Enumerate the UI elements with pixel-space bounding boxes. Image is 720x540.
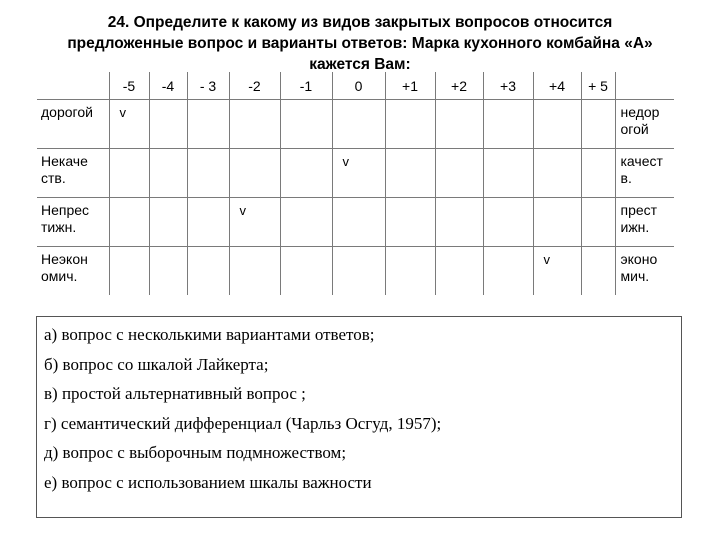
scale-cell	[533, 197, 581, 246]
scale-point-label: -4	[149, 72, 187, 99]
scale-cell	[581, 148, 615, 197]
left-pole-label: Некаче ств.	[37, 148, 109, 197]
right-pole-label: прест ижн.	[615, 197, 674, 246]
scale-point-label: +3	[483, 72, 533, 99]
scale-cell	[385, 148, 435, 197]
scale-cell	[332, 197, 385, 246]
scale-row	[37, 148, 674, 197]
scale-cell	[229, 99, 280, 148]
left-pole-label: Непрес тижн.	[37, 197, 109, 246]
answer-option: г) семантический дифференциал (Чарльз Осгуд, 1957);	[44, 413, 442, 433]
scale-cell	[435, 197, 483, 246]
scale-point-label: 0	[332, 72, 385, 99]
scale-cell	[149, 246, 187, 295]
answer-option: в) простой альтернативный вопрос ;	[44, 384, 306, 404]
scale-cell	[581, 246, 615, 295]
header-blank-cell	[37, 72, 109, 99]
scale-cell	[187, 148, 229, 197]
scale-cell	[149, 99, 187, 148]
scale-cell	[109, 197, 149, 246]
scale-point-label: -5	[109, 72, 149, 99]
scale-cell	[533, 148, 581, 197]
scale-row	[37, 246, 674, 295]
scale-cell	[187, 99, 229, 148]
scale-cell	[483, 246, 533, 295]
scale-cell	[483, 197, 533, 246]
semantic-scale-table	[37, 72, 674, 295]
scale-cell	[187, 197, 229, 246]
question-title	[40, 12, 680, 75]
scale-cell	[435, 99, 483, 148]
right-pole-label: качест в.	[615, 148, 674, 197]
scale-cell	[280, 148, 332, 197]
answer-option: д) вопрос с выборочным подмножеством;	[44, 443, 347, 463]
scale-cell	[187, 246, 229, 295]
selected-mark: v	[229, 197, 280, 246]
scale-point-label: +4	[533, 72, 581, 99]
scale-row	[37, 197, 674, 246]
scale-cell	[229, 148, 280, 197]
scale-cell	[149, 197, 187, 246]
scale-cell	[109, 148, 149, 197]
right-pole-label: эконо мич.	[615, 246, 674, 295]
scale-cell	[483, 148, 533, 197]
scale-cell	[280, 246, 332, 295]
scale-header-row	[37, 72, 674, 99]
scale-cell	[280, 197, 332, 246]
scale-cell	[280, 99, 332, 148]
scale-cell	[332, 246, 385, 295]
scale-cell	[435, 148, 483, 197]
scale-cell	[229, 246, 280, 295]
scale-cell	[435, 246, 483, 295]
scale-cell	[533, 99, 581, 148]
scale-cell	[332, 99, 385, 148]
left-pole-label: Неэкон омич.	[37, 246, 109, 295]
scale-point-label: +1	[385, 72, 435, 99]
scale-cell	[483, 99, 533, 148]
answer-option: а) вопрос с несколькими вариантами ответов;	[44, 325, 375, 344]
scale-cell	[385, 99, 435, 148]
scale-point-label: -2	[229, 72, 280, 99]
scale-point-label: - 3	[187, 72, 229, 99]
scale-cell	[385, 246, 435, 295]
scale-point-label: +2	[435, 72, 483, 99]
scale-cell	[109, 246, 149, 295]
selected-mark: v	[533, 246, 581, 295]
left-pole-label: дорогой	[37, 99, 109, 148]
scale-point-label: -1	[280, 72, 332, 99]
scale-point-label: + 5	[581, 72, 615, 99]
selected-mark: v	[109, 99, 149, 148]
title-line-2: предложенные вопрос и варианты ответов: Марка кухонного комбайна «А»	[67, 35, 653, 52]
scale-cell	[385, 197, 435, 246]
title-line-3: кажется Вам:	[309, 56, 411, 73]
scale-cell	[149, 148, 187, 197]
scale-cell	[581, 99, 615, 148]
answer-options	[36, 316, 682, 518]
title-line-1: 24. Определите к какому из видов закрытых вопросов относится	[107, 14, 613, 31]
scale-cell	[581, 197, 615, 246]
answer-option: б) вопрос со шкалой Лайкерта;	[44, 354, 269, 374]
header-blank-cell	[615, 72, 674, 99]
answer-option: е) вопрос с использованием шкалы важности	[44, 472, 372, 492]
scale-row	[37, 99, 674, 148]
right-pole-label: недор огой	[615, 99, 674, 148]
selected-mark: v	[332, 148, 385, 197]
